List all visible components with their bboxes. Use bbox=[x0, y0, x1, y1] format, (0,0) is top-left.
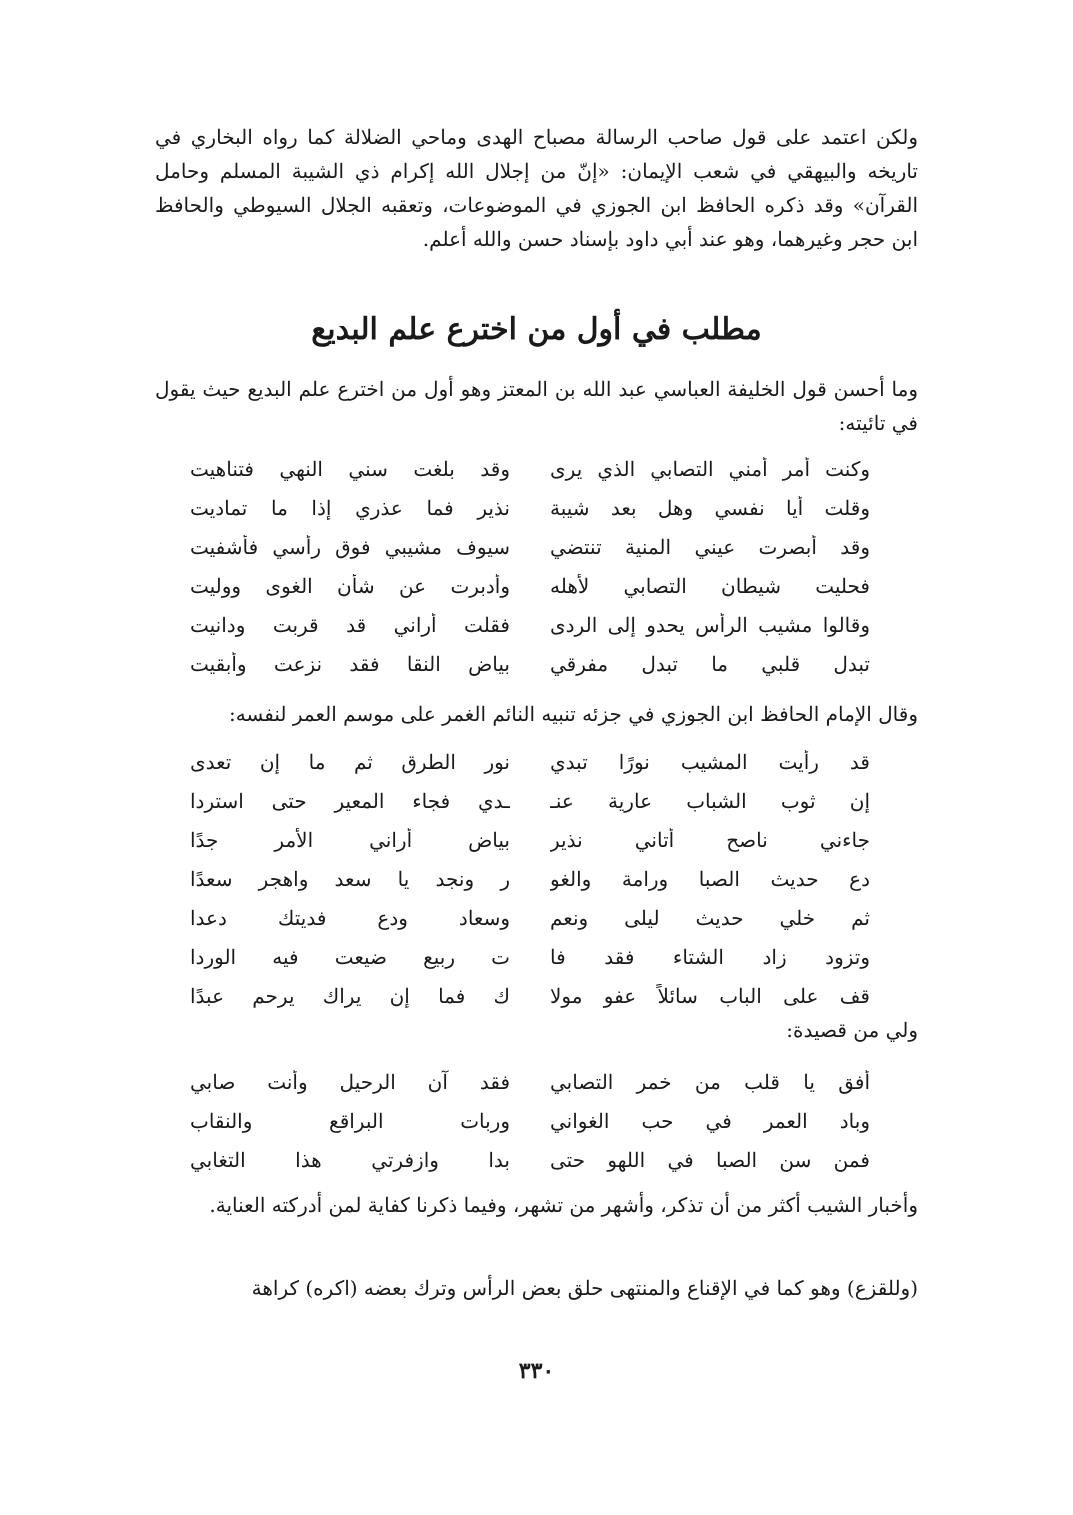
verse-line bbox=[190, 820, 870, 859]
verse-first-hemistich: وكنت أمر أمني التصابي الذي يرى bbox=[550, 456, 870, 481]
section-heading: مطلب في أول من اخترع علم البديع bbox=[311, 312, 762, 347]
verse-second-hemistich: نذير فما عذري إذا ما تماديت bbox=[190, 495, 510, 520]
own-poem-intro: ولي من قصيدة: bbox=[786, 1018, 918, 1042]
verse-line bbox=[190, 488, 870, 527]
verse-line bbox=[190, 859, 870, 898]
verse-line bbox=[190, 566, 870, 605]
page-number: ٣٣٠ bbox=[518, 1358, 555, 1384]
poem-author bbox=[190, 1062, 870, 1179]
verse-line bbox=[190, 1062, 870, 1101]
verse-second-hemistich: بدا وازفرتي هذا التغابي bbox=[190, 1147, 510, 1172]
ibn-jawzi-intro-paragraph: وقال الإمام الحافظ ابن الجوزي في جزئه تنبيه النائم الغمر على موسم العمر لنفسه: bbox=[228, 702, 918, 726]
verse-line bbox=[190, 781, 870, 820]
verse-second-hemistich: بياض النقا فقد نزعت وأبقيت bbox=[190, 651, 510, 676]
verse-line bbox=[190, 449, 870, 488]
verse-second-hemistich: بياض أراني الأمر جدًا bbox=[190, 827, 510, 852]
verse-first-hemistich: قد رأيت المشيب نورًا تبدي bbox=[550, 749, 870, 774]
verse-line bbox=[190, 898, 870, 937]
verse-line bbox=[190, 1101, 870, 1140]
verse-second-hemistich: نور الطرق ثم ما إن تعدى bbox=[190, 749, 510, 774]
verse-first-hemistich: وقد أبصرت عيني المنية تنتضي bbox=[550, 534, 870, 559]
verse-line bbox=[190, 605, 870, 644]
verse-line bbox=[190, 742, 870, 781]
verse-first-hemistich: وباد العمر في حب الغواني bbox=[550, 1108, 870, 1133]
verse-second-hemistich: وقد بلغت سني النهي فتناهيت bbox=[190, 456, 510, 481]
verse-second-hemistich: وأدبرت عن شأن الغوى ووليت bbox=[190, 573, 510, 598]
verse-first-hemistich: جاءني ناصح أتاني نذير bbox=[550, 827, 870, 852]
poem-ibn-mutazz bbox=[190, 449, 870, 683]
verse-second-hemistich: ت ربيع ضيعت فيه الوردا bbox=[190, 944, 510, 969]
verse-second-hemistich: ك فما إن يراك يرحم عبدًا bbox=[190, 983, 510, 1008]
verse-first-hemistich: وقالوا مشيب الرأس يحدو إلى الردى bbox=[550, 612, 870, 637]
verse-first-hemistich: وتزود زاد الشتاء فقد فا bbox=[550, 944, 870, 969]
qaza-paragraph: (وللقزع) وهو كما في الإقناع والمنتهى حلق بعض الرأس وترك بعضه (اكره) كراهة bbox=[251, 1276, 918, 1300]
verse-second-hemistich: فقلت أراني قد قربت ودانيت bbox=[190, 612, 510, 637]
verse-second-hemistich: فقد آن الرحيل وأنت صابي bbox=[190, 1069, 510, 1094]
verse-first-hemistich: أفق يا قلب من خمر التصابي bbox=[550, 1069, 870, 1094]
verse-first-hemistich: وقلت أيا نفسي وهل بعد شيبة bbox=[550, 495, 870, 520]
verse-second-hemistich: ر ونجد يا سعد واهجر سعدًا bbox=[190, 866, 510, 891]
verse-first-hemistich: ثم خلي حديث ليلى ونعم bbox=[550, 905, 870, 930]
verse-first-hemistich: إن ثوب الشباب عارية عنـ bbox=[550, 788, 870, 813]
poem-ibn-jawzi bbox=[190, 742, 870, 1015]
verse-first-hemistich: دع حديث الصبا ورامة والغو bbox=[550, 866, 870, 891]
verse-first-hemistich: تبدل قلبي ما تبدل مفرقي bbox=[550, 651, 870, 676]
verse-first-hemistich: فمن سن الصبا في اللهو حتى bbox=[550, 1147, 870, 1172]
verse-line bbox=[190, 527, 870, 566]
verse-line bbox=[190, 1140, 870, 1179]
verse-line bbox=[190, 976, 870, 1015]
verse-second-hemistich: ـدي فجاء المعير حتى استردا bbox=[190, 788, 510, 813]
verse-first-hemistich: قف على الباب سائلاً عفو مولا bbox=[550, 983, 870, 1008]
verse-line bbox=[190, 937, 870, 976]
verse-second-hemistich: وسعاد ودع فديتك دعدا bbox=[190, 905, 510, 930]
closing-paragraph: وأخبار الشيب أكثر من أن تذكر، وأشهر من تشهر، وفيما ذكرنا كفاية لمن أدركته العناية. bbox=[209, 1193, 918, 1217]
verse-first-hemistich: فحليت شيطان التصابي لأهله bbox=[550, 573, 870, 598]
verse-line bbox=[190, 644, 870, 683]
verse-second-hemistich: وربات البراقع والنقاب bbox=[190, 1108, 510, 1133]
intro-paragraph: ولكن اعتمد على قول صاحب الرسالة مصباح الهدى وماحي الضلالة كما رواه البخاري في تاريخه والبيهقي في شعب الإيمان: «إنّ من إجلال الله إكرام ذي الشيبة المسلم وحامل القرآن» وقد ذكره الحافظ ابن الجوزي في الموضوعات، وتعقبه الجلال السيوطي والحافظ ابن حجر وغيرهما، وهو عند أبي داود بإسناد حسن والله أعلم. bbox=[155, 125, 918, 251]
verse-second-hemistich: سيوف مشيبي فوق رأسي فأشفيت bbox=[190, 534, 510, 559]
ibn-mutazz-intro-paragraph: وما أحسن قول الخليفة العباسي عبد الله بن المعتز وهو أول من اخترع علم البديع حيث يقول في تائيته: bbox=[155, 377, 918, 435]
